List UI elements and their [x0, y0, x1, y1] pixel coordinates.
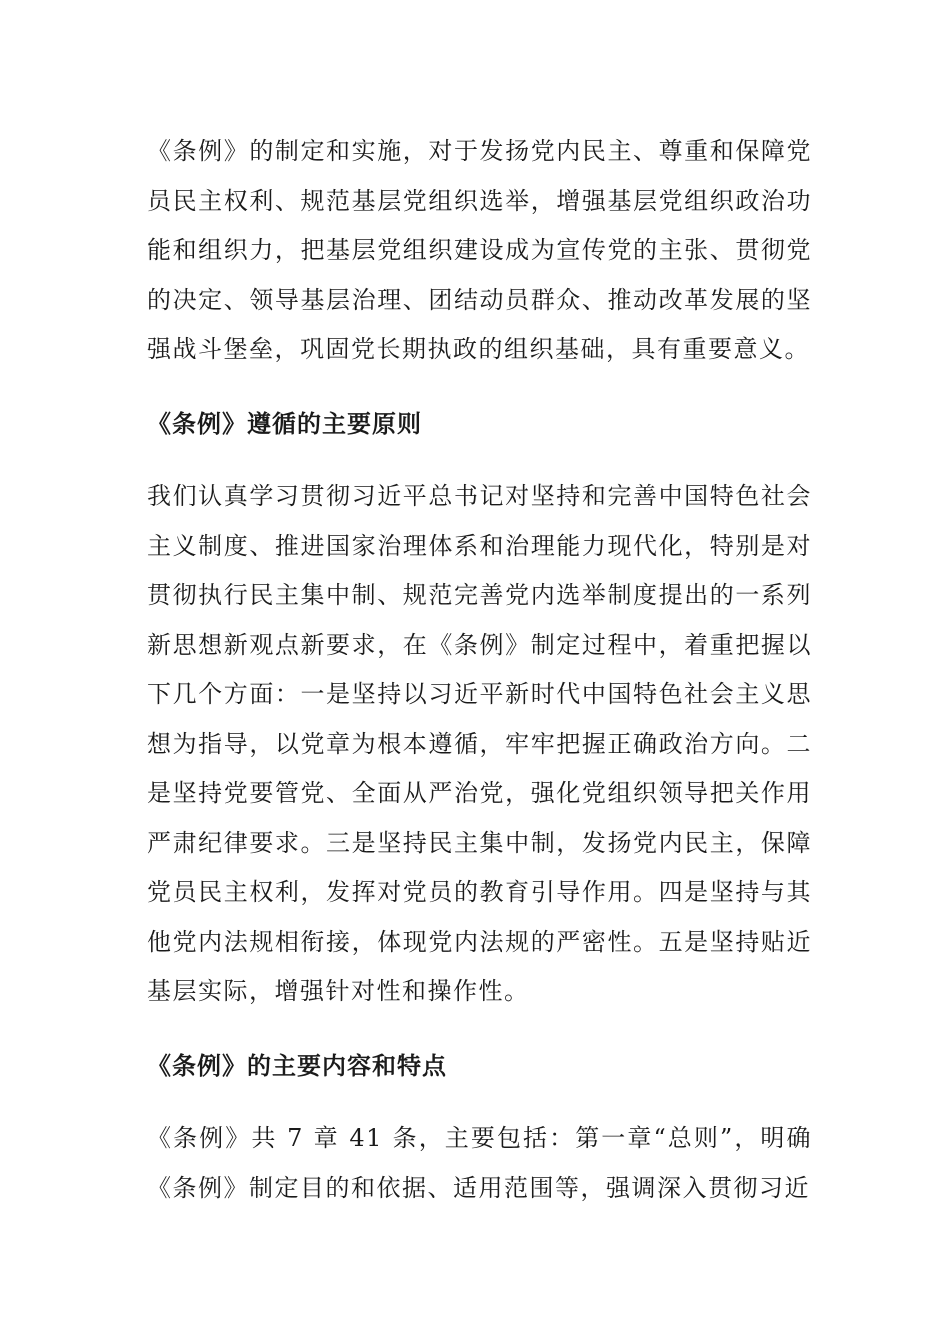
body-paragraph-content: 《条例》共 7 章 41 条，主要包括：第一章“总则”，明确《条例》制定目的和依据、适用范围等，强调深入贯彻习近 [147, 1124, 812, 1202]
section-heading-principles: 《条例》遵循的主要原则 [147, 408, 422, 438]
section-heading-content: 《条例》的主要内容和特点 [147, 1050, 447, 1080]
document-body [147, 127, 812, 1213]
body-paragraph-principles: 我们认真学习贯彻习近平总书记对坚持和完善中国特色社会主义制度、推进国家治理体系和治理能力现代化，特别是对贯彻执行民主集中制、规范完善党内选举制度提出的一系列新思想新观点新要求，在《条例》制定过程中，着重把握以下几个方面：一是坚持以习近平新时代中国特色社会主义思想为指导，以党章为根本遵循，牢牢把握正确政治方向。二是坚持党要管党、全面从严治党，强化党组织领导把关作用严肃纪律要求。三是坚持民主集中制，发扬党内民主，保障党员民主权利，发挥对党员的教育引导作用。四是坚持与其他党内法规相衔接，体现党内法规的严密性。五是坚持贴近基层实际，增强针对性和操作性。 [147, 482, 812, 1005]
body-paragraph-significance: 《条例》的制定和实施，对于发扬党内民主、尊重和保障党员民主权利、规范基层党组织选举，增强基层党组织政治功能和组织力，把基层党组织建设成为宣传党的主张、贯彻党的决定、领导基层治理、团结动员群众、推动改革发展的坚强战斗堡垒，巩固党长期执政的组织基础，具有重要意义。 [147, 137, 812, 363]
